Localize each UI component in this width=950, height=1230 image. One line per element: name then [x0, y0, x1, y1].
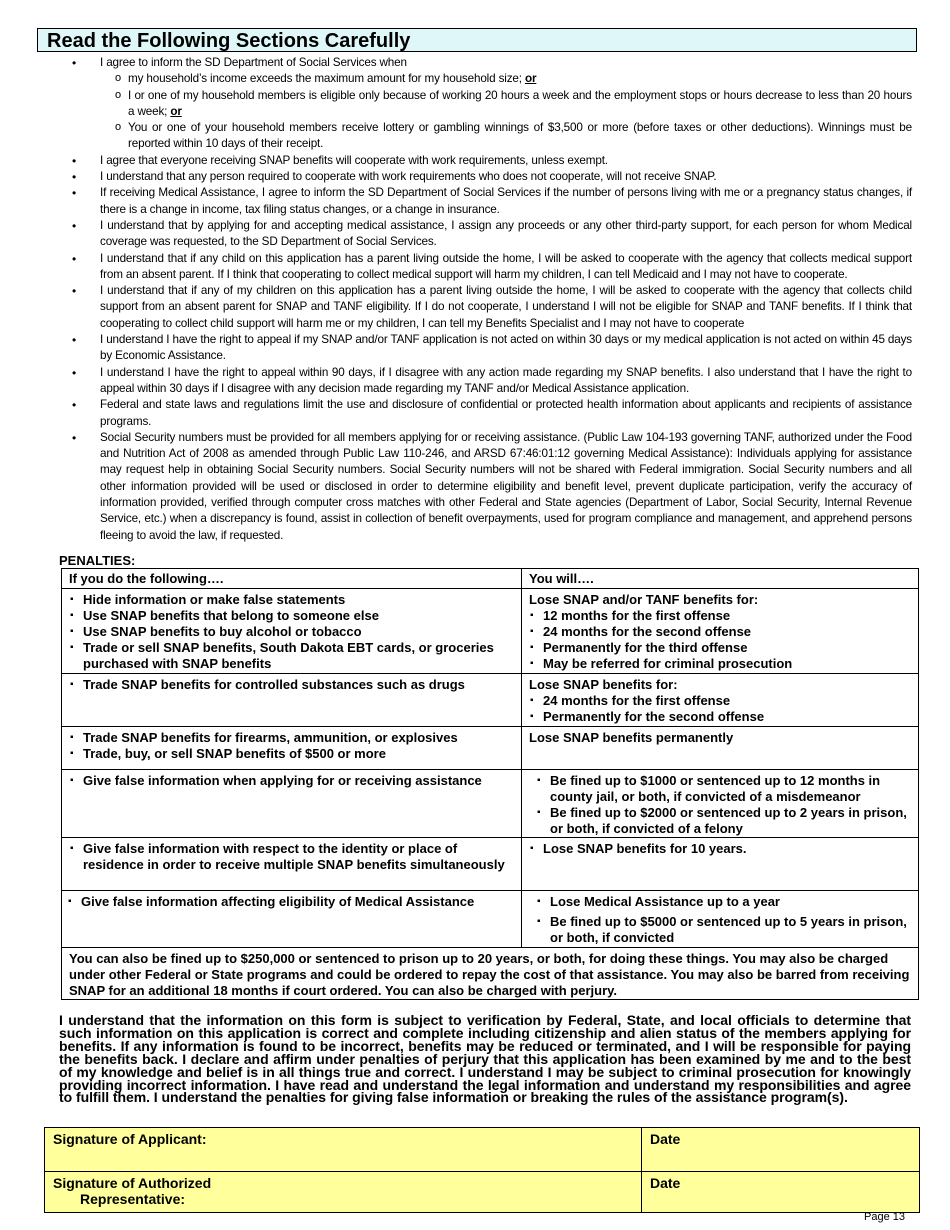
representative-signature-field[interactable]: Signature of Authorized Representative:: [45, 1172, 642, 1213]
signature-table: [44, 1127, 920, 1213]
table-row: ▪ Trade SNAP benefits for firearms, ammunition, or explosives ▪ Trade, buy, or sell SNAP benefits of $500 or more Lose SNAP benefits permanently: [62, 727, 919, 770]
list-item: • I understand that any person required to cooperate with work requirements who does not cooperate, will not receive SNAP.: [100, 169, 912, 185]
list-item: • I agree to inform the SD Department of Social Services when o my household’s income exceeds the maximum amount for my household size; or o I or one of my household members is eligible only because of working 20 hours a week and the employment stops or hours decrease to less than 20 hours a week; or o You or one of your household members receive lottery or gambling winnings of $3,500 or more (before taxes or other deductions). Winnings must be reported within 10 days of their receipt.: [100, 55, 912, 153]
list-item: • Social Security numbers must be provided for all members applying for or receiving assistance. (Public Law 104-193 governing TANF, authorized under the Food and Nutrition Act of 2008 as amended through Public Law 110-246, and ARSD 67:46:01:12 governing Medical Assistance): Individuals applying for assistance may request help in obtaining Social Security numbers. Social Security numbers will not be shared with Federal immigration. Social Security numbers and all other information provided will be used or disclosed in order to determine eligibility and benefit level, prevent duplicate participation, verify the accuracy of information provided, verified through computer cross matches with other Federal and State agencies (Department of Labor, Social Security, Internal Revenue Service, etc.) when a discrepancy is found, assist in collection of benefit overpayments, used for program compliance and management, and apprehend persons fleeing to avoid the law, if requested.: [100, 430, 912, 544]
representative-date-field[interactable]: Date: [642, 1172, 920, 1213]
applicant-date-field[interactable]: Date: [642, 1128, 920, 1172]
sub-list-item: o You or one of your household members receive lottery or gambling winnings of $3,500 or more (before taxes or other deductions). Winnings must be reported within 10 days of their receipt.: [128, 120, 912, 153]
table-row: ▪ Give false information with respect to the identity or place of residence in order to receive multiple SNAP benefits simultaneously ▪ Lose SNAP benefits for 10 years.: [62, 838, 919, 891]
sub-list-item: o I or one of my household members is eligible only because of working 20 hours a week and the employment stops or hours decrease to less than 20 hours a week; or: [128, 88, 912, 121]
list-item: • I understand I have the right to appeal if my SNAP and/or TANF application is not acted on within 30 days or my medical application is not acted on within 45 days by Economic Assistance.: [100, 332, 912, 365]
list-item: • I understand that if any child on this application has a parent living outside the home, I will be asked to cooperate with the agency that collects medical support from an absent parent. If I think that cooperating to collect medical support will harm my children, I can tell Medicaid and I may not have to cooperate.: [100, 251, 912, 284]
list-item: • Federal and state laws and regulations limit the use and disclosure of confidential or protected health information about applicants and recipients of assistance programs.: [100, 397, 912, 430]
penalties-table: [61, 568, 919, 1000]
penalties-title: PENALTIES:: [59, 553, 136, 568]
table-row: ▪ Trade SNAP benefits for controlled substances such as drugs Lose SNAP benefits for: ▪ 24 months for the first offense ▪ Permanently for the second offense: [62, 674, 919, 727]
table-row: ▪ Hide information or make false statements ▪ Use SNAP benefits that belong to someone else ▪ Use SNAP benefits to buy alcohol or tobacco ▪ Trade or sell SNAP benefits, South Dakota EBT cards, or groceries purchased with SNAP benefits Lose SNAP and/or TANF benefits for: ▪ 12 months for the first offense ▪ 24 months for the second offense ▪ Permanently for the third offense ▪ May be referred for criminal prosecution: [62, 589, 919, 674]
declaration-text: I understand that the information on this form is subject to verification by Federal, State, and local officials to determine that such information on this application is correct and complete including citizenship and alien status of the members applying for benefits. If any information is found to be incorrect, benefits may be reduced or terminated, and I will be responsible for paying the benefits back. I declare and affirm under penalties of perjury that this application has been examined by me and to the best of my knowledge and belief is in all things true and correct. I understand I may be subject to criminal prosecution for knowingly providing incorrect information. I have read and understand the legal information and understand my responsibilities and agree to fulfill them. I understand the penalties for giving false information or breaking the rules of the assistance program(s).: [59, 1012, 911, 1106]
list-item: • If receiving Medical Assistance, I agree to inform the SD Department of Social Services if the number of persons living with me or a pregnancy status changes, if there is a change in income, tax filing status changes, or a change in insurance.: [100, 185, 912, 218]
column-header: You will….: [522, 569, 919, 589]
list-item: • I understand that by applying for and accepting medical assistance, I assign any proceeds or any other third-party support, for each person for whom Medical coverage was requested, to the SD Department of Social Services.: [100, 218, 912, 251]
table-row: ▪ Give false information affecting eligibility of Medical Assistance ▪ Lose Medical Assistance up to a year ▪ Be fined up to $5000 or sentenced up to 5 years in prison, or both, if convicted: [62, 891, 919, 948]
list-item: • I understand that if any of my children on this application has a parent living outside the home, I will be asked to cooperate with the agency that collects child support from an absent parent for SNAP and TANF eligibility. If I do not cooperate, I understand I will not be eligible for SNAP and TANF benefits. If I think that cooperating to collect child support will harm me or my children, I can tell my Benefits Specialist and I may not have to cooperate: [100, 283, 912, 332]
list-item: • I understand I have the right to appeal within 90 days, if I disagree with any action made regarding my SNAP benefits. I also understand that I have the right to appeal within 30 days if I disagree with any decision made regarding my TANF and/or Medical Assistance application.: [100, 365, 912, 398]
list-item: • I agree that everyone receiving SNAP benefits will cooperate with work requirements, unless exempt.: [100, 153, 912, 169]
table-row: ▪ Give false information when applying for or receiving assistance ▪ Be fined up to $1000 or sentenced up to 12 months in county jail, or both, if convicted of a misdemeanor ▪ Be fined up to $2000 or sentenced up to 2 years in prison, or both, if convicted of a felony: [62, 770, 919, 838]
column-header: If you do the following….: [62, 569, 522, 589]
agreement-list: [62, 55, 912, 544]
sub-list-item: o my household’s income exceeds the maximum amount for my household size; or: [128, 71, 912, 87]
table-row: You can also be fined up to $250,000 or sentenced to prison up to 20 years, or both, for doing these things. You may also be charged under other Federal or State programs and could be ordered to repay the cost of that assistance. You may also be barred from receiving SNAP for an additional 18 months if court ordered. You can also be charged with perjury.: [62, 948, 919, 1000]
page-number: Page 13: [864, 1211, 905, 1223]
section-title: Read the Following Sections Carefully: [37, 28, 917, 52]
applicant-signature-field[interactable]: Signature of Applicant:: [45, 1128, 642, 1172]
